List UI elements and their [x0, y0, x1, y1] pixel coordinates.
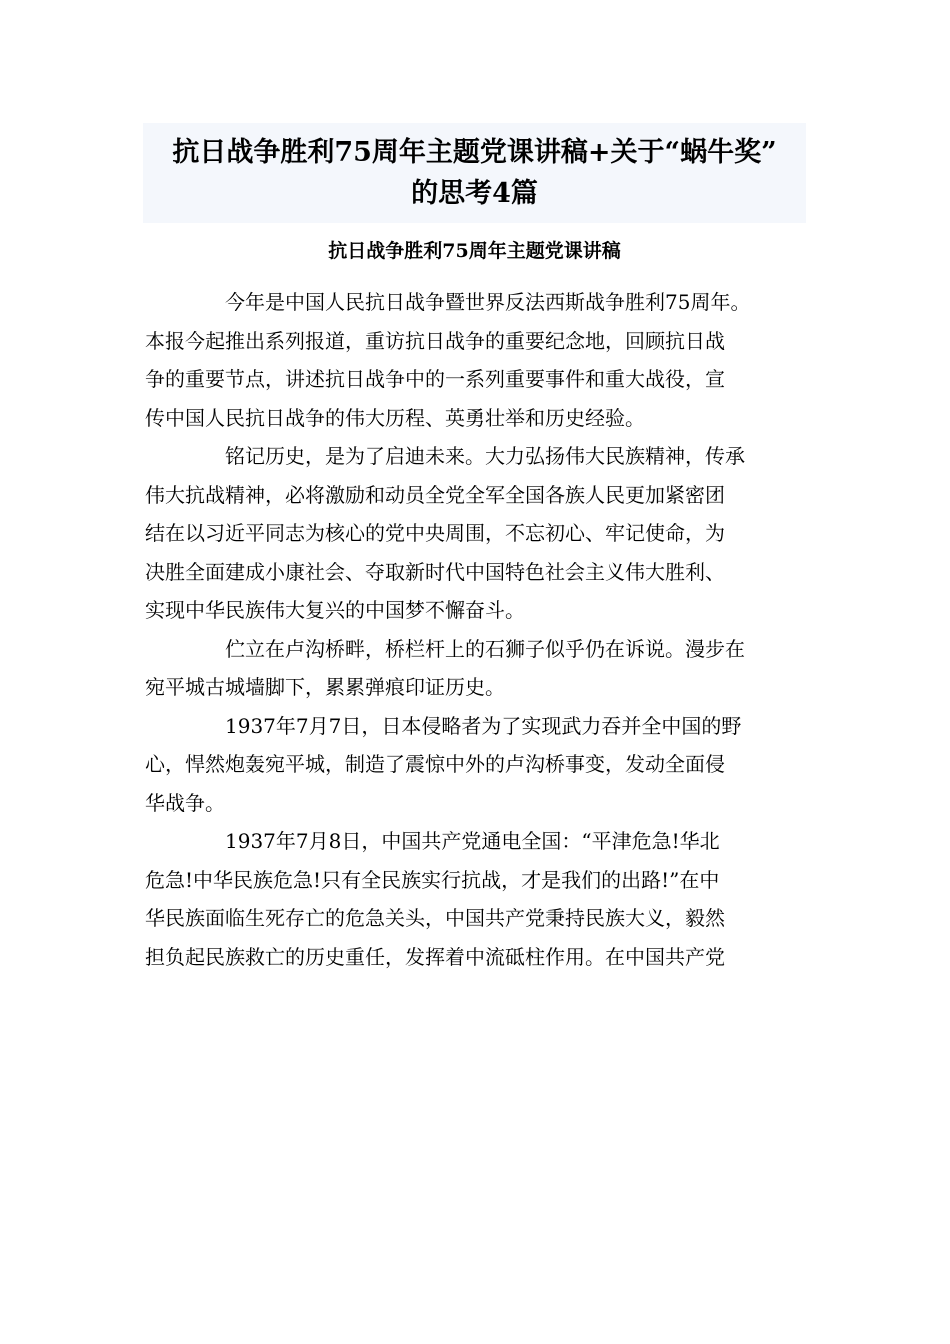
paragraph-line: 今年是中国人民抗日战争暨世界反法西斯战争胜利75周年。: [225, 290, 751, 314]
body-text: [145, 283, 808, 976]
paragraph-2: [145, 437, 808, 630]
paragraph-line: 伫立在卢沟桥畔，桥栏杆上的石狮子似乎仍在诉说。漫步在: [225, 636, 745, 661]
paragraph-3: [145, 630, 808, 707]
paragraph-1: [145, 283, 808, 437]
paragraph-line: 危急!中华民族危急!只有全民族实行抗战，才是我们的出路!”在中: [145, 867, 720, 892]
paragraph-line: 1937年7月8日，中国共产党通电全国：“平津危急!华北: [225, 829, 720, 853]
paragraph-line: 伟大抗战精神，必将激励和动员全党全军全国各族人民更加紧密团: [145, 482, 725, 507]
paragraph-line: 华民族面临生死存亡的危急关头，中国共产党秉持民族大义，毅然: [145, 906, 725, 930]
document-title-line-1: 抗日战争胜利75周年主题党课讲稿+关于“蜗牛奖”: [172, 137, 777, 168]
paragraph-line: 1937年7月7日，日本侵略者为了实现武力吞并全中国的野: [225, 713, 742, 738]
paragraph-line: 争的重要节点，讲述抗日战争中的一系列重要事件和重大战役，宣: [145, 367, 725, 391]
section-heading: 抗日战争胜利75周年主题党课讲稿: [328, 240, 621, 262]
document-title-line-2: 的思考4篇: [411, 178, 538, 209]
paragraph-line: 决胜全面建成小康社会、夺取新时代中国特色社会主义伟大胜利、: [145, 559, 725, 584]
paragraph-line: 实现中华民族伟大复兴的中国梦不懈奋斗。: [145, 598, 525, 622]
paragraph-4: [145, 707, 808, 823]
paragraph-line: 心，悍然炮轰宛平城，制造了震惊中外的卢沟桥事变，发动全面侵: [145, 752, 725, 776]
paragraph-line: 担负起民族救亡的历史重任，发挥着中流砥柱作用。在中国共产党: [145, 944, 725, 969]
paragraph-line: 铭记历史，是为了启迪未来。大力弘扬伟大民族精神，传承: [225, 444, 745, 468]
paragraph-line: 结在以习近平同志为核心的党中央周围，不忘初心、牢记使命，为: [145, 521, 725, 545]
document-title-block: [143, 123, 806, 223]
paragraph-line: 本报今起推出系列报道，重访抗日战争的重要纪念地，回顾抗日战: [145, 328, 725, 353]
paragraph-line: 华战争。: [145, 790, 225, 815]
paragraph-line: 传中国人民抗日战争的伟大历程、英勇壮举和历史经验。: [145, 405, 645, 430]
paragraph-5: [145, 822, 808, 976]
paragraph-line: 宛平城古城墙脚下，累累弹痕印证历史。: [145, 675, 505, 699]
